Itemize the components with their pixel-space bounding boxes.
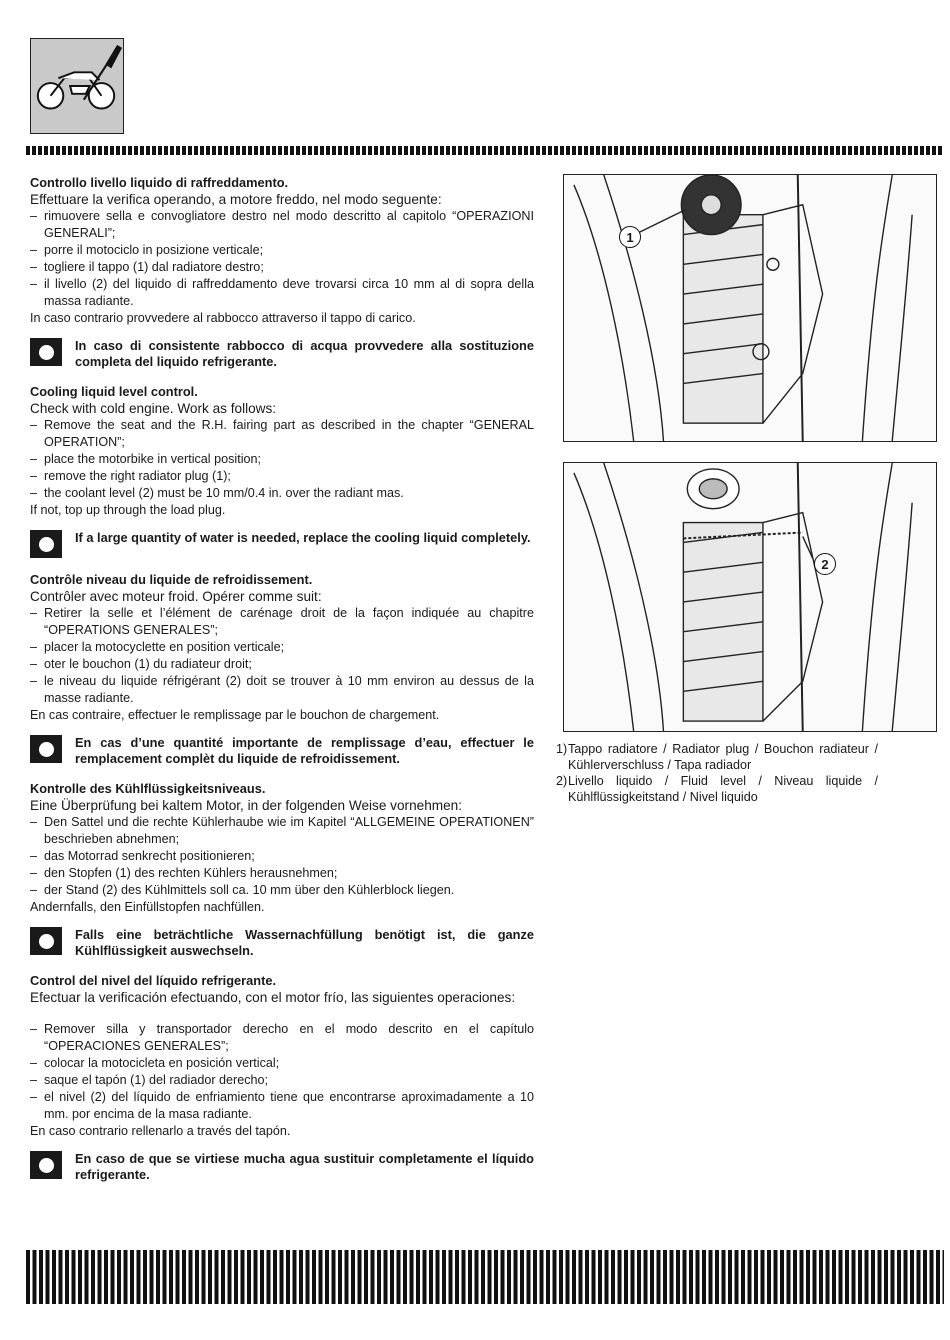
section-title: Cooling liquid level control. (30, 384, 198, 399)
motorcycle-screwdriver-icon-graphic (31, 39, 123, 133)
warning-note (30, 1151, 534, 1183)
list-dash: – (30, 243, 38, 257)
step-item (30, 865, 534, 882)
step-text: der Stand (2) des Kühlmittels soll ca. 10 mm über den Kühlerblock liegen. (44, 883, 455, 897)
step-text: place the motorbike in vertical position; (44, 452, 262, 466)
warning-note (30, 735, 534, 767)
list-dash: – (30, 452, 38, 466)
list-dash: – (30, 1056, 38, 1070)
warning-bullet-icon (30, 338, 62, 366)
step-item (30, 656, 534, 673)
warning-text: Falls eine beträchtliche Wassernachfüllung benötigt ist, die ganze Kühlflüssigkeit auswechseln. (75, 927, 534, 958)
list-dash: – (30, 277, 38, 291)
bottom-barcode-bar (26, 1250, 944, 1304)
step-item (30, 259, 534, 276)
step-item (30, 485, 534, 502)
warning-text: In caso di consistente rabbocco di acqua provvedere alla sostituzione completa del liquido refrigerante. (75, 338, 534, 369)
section-french (30, 571, 534, 767)
section-title: Controllo livello liquido di raffreddamento. (30, 175, 289, 190)
step-item (30, 1055, 534, 1072)
list-dash: – (30, 674, 38, 688)
step-item (30, 848, 534, 865)
section-german (30, 780, 534, 959)
caption-number: 1) (556, 742, 568, 756)
motorcycle-screwdriver-icon (30, 38, 124, 134)
step-item (30, 1072, 534, 1089)
warning-text: If a large quantity of water is needed, replace the cooling liquid completely. (75, 530, 531, 545)
step-text: Remover silla y transportador derecho en el modo descrito en el capítulo “OPERACIONES GENERALES”; (44, 1022, 534, 1053)
step-item (30, 417, 534, 451)
section-title: Contrôle niveau du liquide de refroidissement. (30, 572, 313, 587)
warning-note (30, 530, 534, 558)
section-title: Kontrolle des Kühlflüssigkeitsniveaus. (30, 781, 266, 796)
list-dash: – (30, 1022, 38, 1036)
step-text: le niveau du liquide réfrigérant (2) doit se trouver à 10 mm environ au dessus de la masse radiante. (44, 674, 534, 705)
section-tail: If not, top up through the load plug. (30, 503, 226, 517)
step-item (30, 814, 534, 848)
list-dash: – (30, 883, 38, 897)
callout-number: 2 (821, 557, 829, 572)
list-dash: – (30, 815, 38, 829)
step-item (30, 208, 534, 242)
section-tail: En caso contrario rellenarlo a través del tapón. (30, 1124, 291, 1138)
instructions-column (30, 174, 534, 1196)
fluid-level-illustration (564, 463, 936, 731)
caption-text: Livello liquido / Fluid level / Niveau liquide / Kühlflüssigkeitstand / Nivel liquido (568, 774, 878, 804)
section-intro: Effettuare la verifica operando, a motore freddo, nel modo seguente: (30, 192, 442, 207)
step-text: the coolant level (2) must be 10 mm/0.4 in. over the radiant mas. (44, 486, 404, 500)
section-italian (30, 174, 534, 370)
list-dash: – (30, 1090, 38, 1104)
warning-text: En cas d’une quantité importante de remplissage d’eau, effectuer le remplacement complèt du liquide de refroidissement. (75, 735, 534, 766)
step-text: remove the right radiator plug (1); (44, 469, 231, 483)
section-tail: Andernfalls, den Einfüllstopfen nachfüllen. (30, 900, 265, 914)
radiator-plug-illustration (564, 175, 936, 441)
radiator-plug-photo-icon (563, 174, 937, 442)
step-text: oter le bouchon (1) du radiateur droit; (44, 657, 252, 671)
figure-captions (556, 741, 878, 805)
step-text: porre il motociclo in posizione verticale; (44, 243, 264, 257)
list-dash: – (30, 866, 38, 880)
section-intro: Contrôler avec moteur froid. Opérer comme suit: (30, 589, 322, 604)
step-item (30, 639, 534, 656)
step-item (30, 882, 534, 899)
step-text: rimuovere sella e convogliatore destro nel modo descritto al capitolo “OPERAZIONI GENERALI”; (44, 209, 534, 240)
top-divider (26, 146, 944, 155)
step-text: saque el tapón (1) del radiador derecho; (44, 1073, 269, 1087)
list-dash: – (30, 260, 38, 274)
warning-note (30, 338, 534, 370)
list-dash: – (30, 606, 38, 620)
step-item (30, 673, 534, 707)
caption-item (556, 741, 878, 773)
warning-bullet-icon (30, 927, 62, 955)
list-dash: – (30, 469, 38, 483)
step-item (30, 1089, 534, 1123)
step-item (30, 451, 534, 468)
step-item (30, 1021, 534, 1055)
warning-note (30, 927, 534, 959)
step-text: placer la motocyclette en position verticale; (44, 640, 285, 654)
section-intro: Check with cold engine. Work as follows: (30, 401, 277, 416)
step-text: Remove the seat and the R.H. fairing part as described in the chapter “GENERAL OPERATION”; (44, 418, 534, 449)
step-text: el nivel (2) del líquido de enfriamiento tiene que encontrarse aproximadamente a 10 mm. por encima de la masa radiante. (44, 1090, 534, 1121)
callout-2 (814, 553, 836, 575)
step-item (30, 605, 534, 639)
warning-bullet-icon (30, 735, 62, 763)
section-tail: En cas contraire, effectuer le remplissage par le bouchon de chargement. (30, 708, 440, 722)
step-text: il livello (2) del liquido di raffreddamento deve trovarsi circa 10 mm al di sopra della massa radiante. (44, 277, 534, 308)
step-text: den Stopfen (1) des rechten Kühlers herausnehmen; (44, 866, 338, 880)
callout-1 (619, 226, 641, 248)
list-dash: – (30, 849, 38, 863)
section-tail: In caso contrario provvedere al rabbocco attraverso il tappo di carico. (30, 311, 416, 325)
step-text: Den Sattel und die rechte Kühlerhaube wie im Kapitel “ALLGEMEINE OPERATIONEN” beschrieben abnehmen; (44, 815, 534, 846)
list-dash: – (30, 1073, 38, 1087)
step-item (30, 276, 534, 310)
warning-text: En caso de que se virtiese mucha agua sustituir completamente el líquido refrigerante. (75, 1151, 534, 1182)
list-dash: – (30, 209, 38, 223)
section-intro: Eine Überprüfung bei kaltem Motor, in der folgenden Weise vornehmen: (30, 798, 462, 813)
step-text: Retirer la selle et l’élément de carénage droit de la façon indiquée au chapitre “OPERATIONS GENERALES”; (44, 606, 534, 637)
warning-bullet-icon (30, 1151, 62, 1179)
warning-bullet-icon (30, 530, 62, 558)
list-dash: – (30, 640, 38, 654)
caption-text: Tappo radiatore / Radiator plug / Bouchon radiateur / Kühlerverschluss / Tapa radiador (568, 742, 878, 772)
caption-item (556, 773, 878, 805)
step-text: colocar la motocicleta en posición vertical; (44, 1056, 280, 1070)
step-text: das Motorrad senkrecht positionieren; (44, 849, 255, 863)
step-item (30, 242, 534, 259)
section-english (30, 383, 534, 558)
section-spanish (30, 972, 534, 1183)
section-intro: Efectuar la verificación efectuando, con el motor frío, las siguientes operaciones: (30, 990, 516, 1005)
radiator-fluid-level-photo-icon (563, 462, 937, 732)
list-dash: – (30, 657, 38, 671)
step-text: togliere il tappo (1) dal radiatore destro; (44, 260, 264, 274)
list-dash: – (30, 418, 38, 432)
section-title: Control del nivel del líquido refrigerante. (30, 973, 277, 988)
caption-number: 2) (556, 774, 568, 788)
callout-number: 1 (626, 230, 634, 245)
step-item (30, 468, 534, 485)
list-dash: – (30, 486, 38, 500)
